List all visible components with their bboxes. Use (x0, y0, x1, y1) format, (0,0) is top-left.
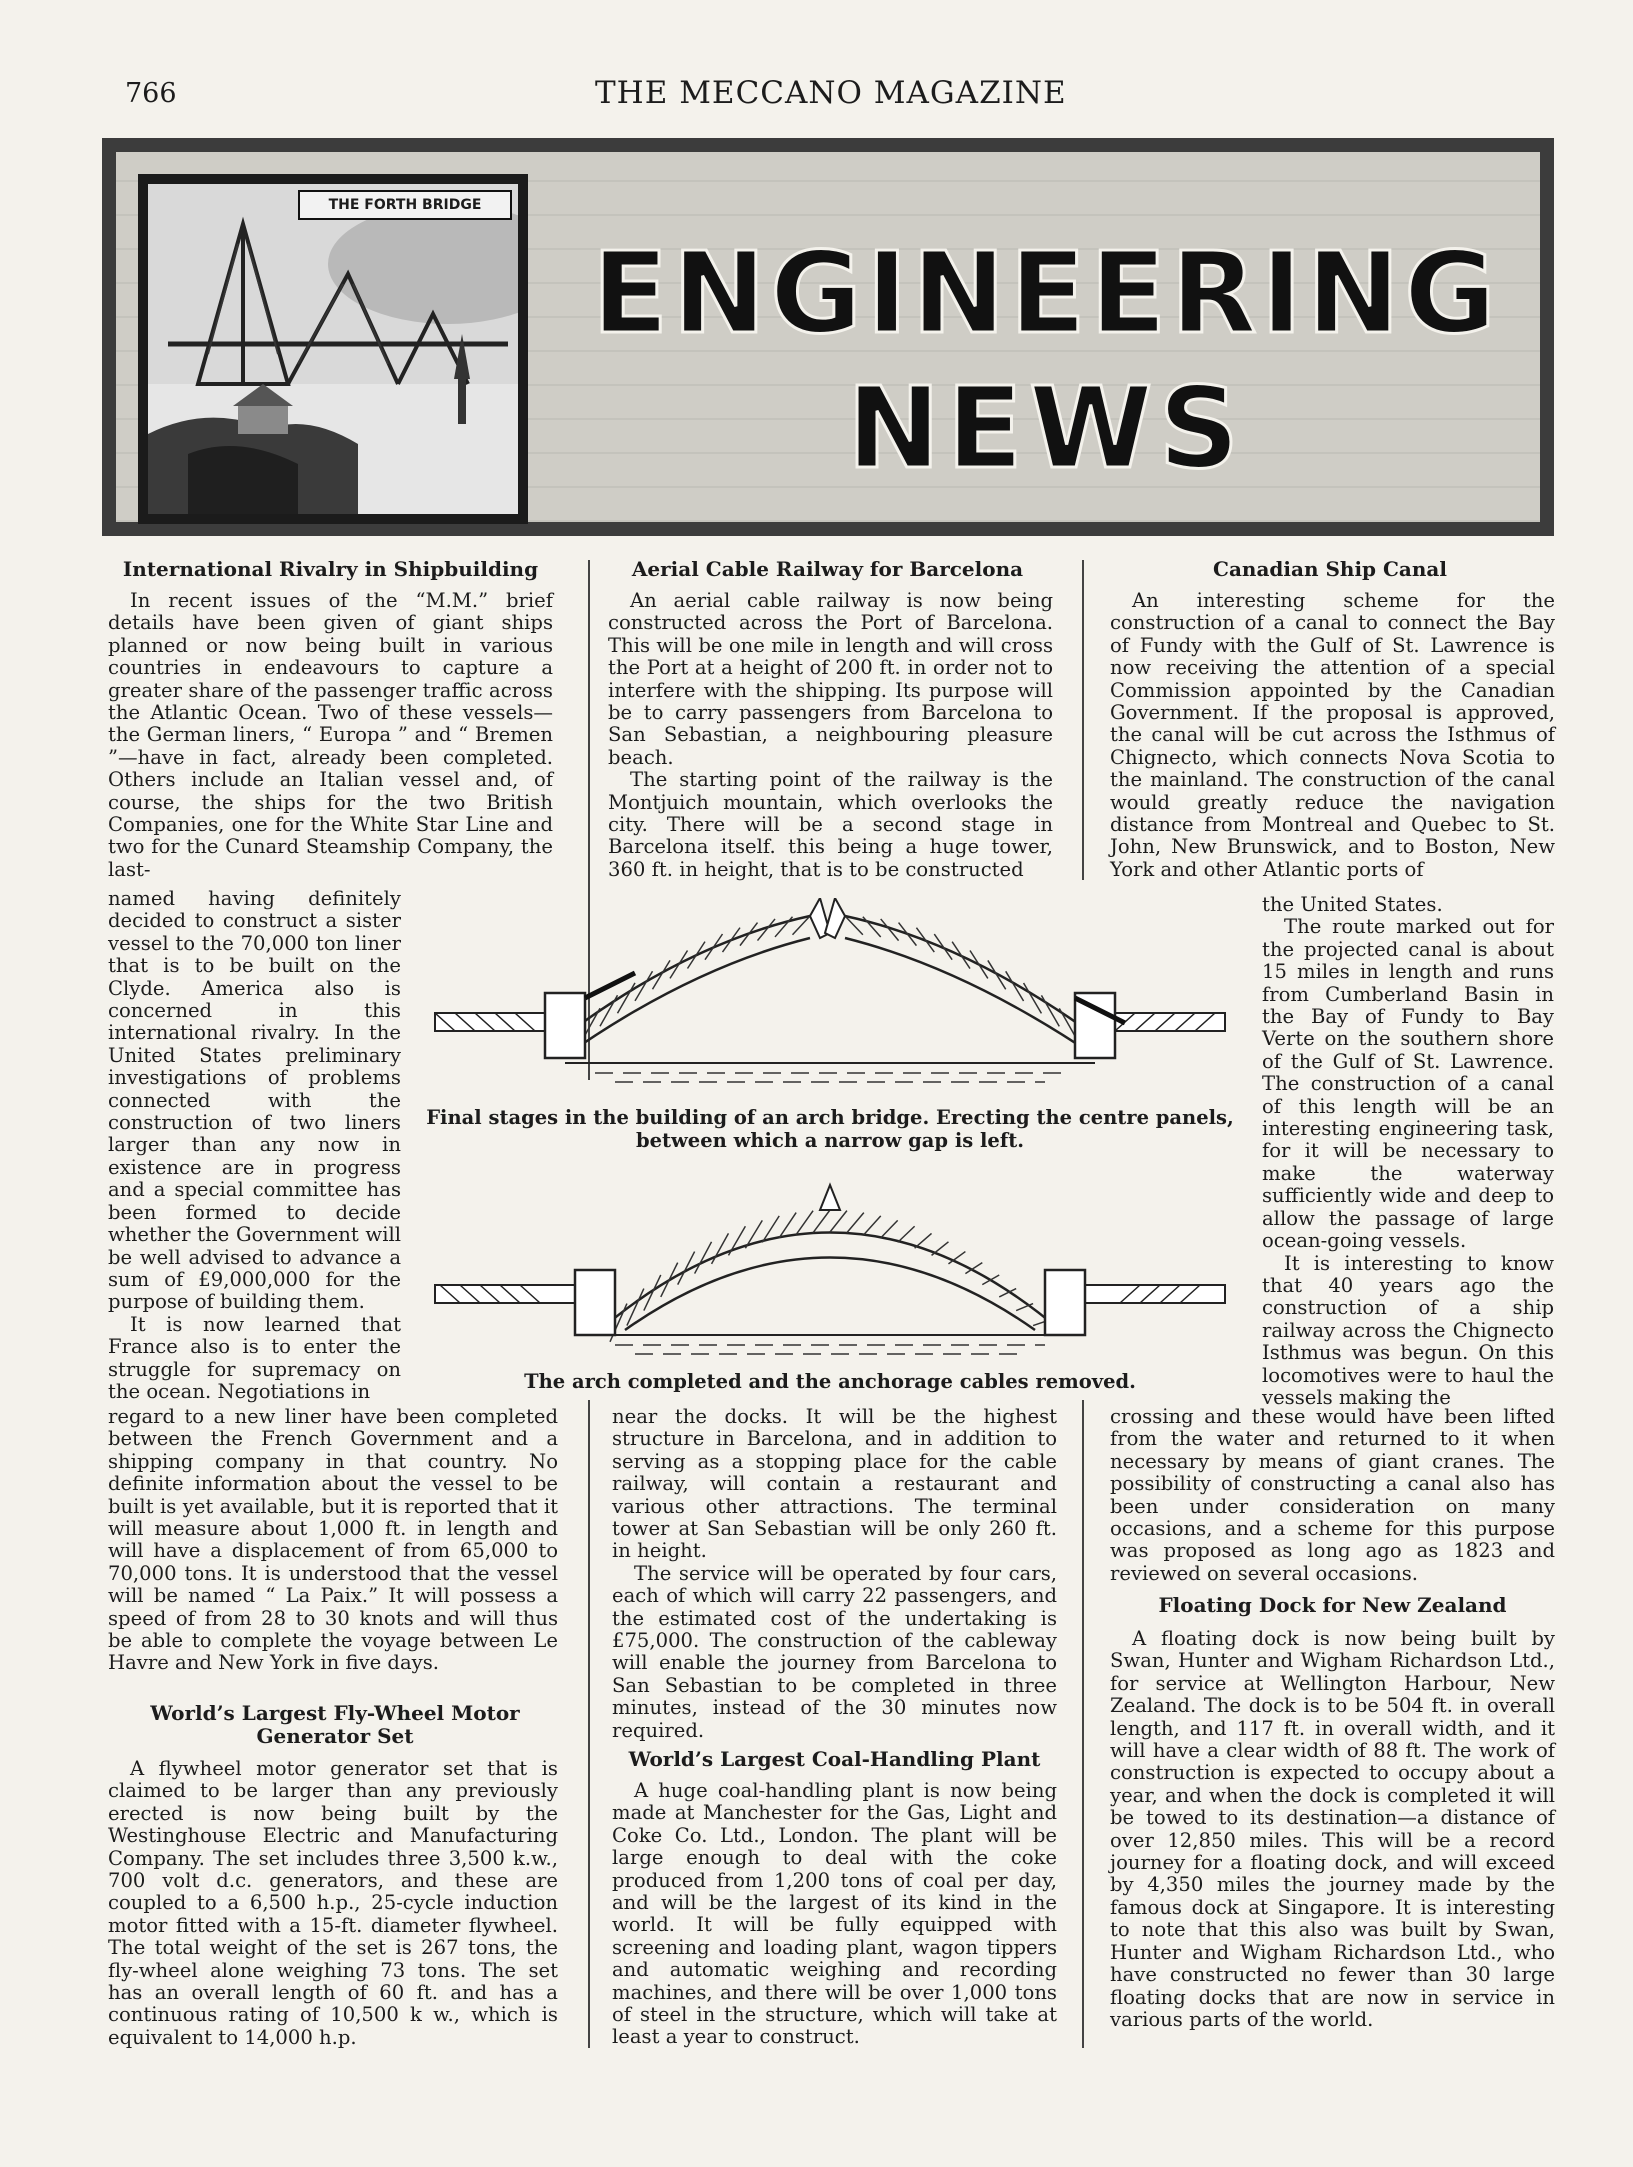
paragraph: near the docks. It will be the highest structure in Barcelona, and in addition to serving as a stopping place for the cable railway, will contain a restaurant and various other attractions. The terminal tower at San Sebastian will be only 260 ft. in height. (612, 1405, 1057, 1563)
figure-caption-1: Final stages in the building of an arch bridge. Erecting the centre panels, between which a narrow gap is left. (426, 1106, 1234, 1152)
page-number: 766 (125, 78, 177, 109)
paragraph: named having definitely decided to construct a sister vessel to the 70,000 ton liner that is to be built on the Clyde. America also is concerned in this international rivalry. In the United States preliminary investigations of problems connected with the construction of two liners larger than any now in existence are in progress and a special committee has been formed to decide whether the Government will be well advised to advance a sum of £9,000,000 for the purpose of building them. (108, 887, 401, 1314)
column-rule (588, 1400, 590, 2048)
article-flywheel (108, 1758, 558, 2049)
column-rule (1082, 1400, 1084, 2048)
heading-cable-railway: Aerial Cable Railway for Barcelona (631, 557, 1024, 581)
article-cable-railway-cont (612, 1406, 1057, 1742)
article-floating-dock (1110, 1628, 1555, 2031)
paragraph: The route marked out for the projected canal is about 15 miles in length and runs from Cumberland Basin in the Bay of Fundy to Bay Verte on the southern shore of the Gulf of St. Lawrence. The construction of a canal of this length will be an interesting engineering task, for it will be necessary to make the waterway sufficiently wide and deep to allow the passage of large ocean-going vessels. (1262, 915, 1554, 1253)
article-coal-plant (612, 1780, 1057, 2049)
article-shipbuilding-end (108, 1406, 558, 1675)
paragraph: A floating dock is now being built by Swan, Hunter and Wigham Richardson Ltd., for service at Wellington Harbour, New Zealand. The dock is to be 504 ft. in overall length, and 117 ft. in overall width, and it will have a clear width of 88 ft. The work of construction is expected to occupy about a year, and when the dock is completed it will be towed to its destination—a distance of over 12,850 miles. This will be a record journey for a floating dock, and will exceed by 4,350 miles the journey made by the famous dock at Singapore. It is interesting to note that this also was built by Swan, Hunter and Wigham Richardson Ltd., who have constructed no fewer than 30 large floating docks that are now in service in various parts of the world. (1110, 1627, 1555, 2031)
forth-bridge-plate (138, 174, 528, 524)
paragraph: The starting point of the railway is the Montjuich mountain, which overlooks the city. There will be a second stage in Barcelona itself. this being a huge tower, 360 ft. in height, that is to be constructed (608, 768, 1053, 881)
heading-shipbuilding: International Rivalry in Shipbuilding (122, 557, 539, 581)
arch-bridge-figure-1 (425, 898, 1235, 1088)
article-shipbuilding-cont (108, 888, 401, 1403)
banner-title-line1: ENGINEERING (591, 229, 1501, 359)
paragraph: An interesting scheme for the construction of a canal to connect the Bay of Fundy with the Gulf of St. Lawrence is now receiving the attention of a special Commission appointed by the Canadian Government. If the proposal is approved, the canal will be cut across the Isthmus of Chignecto, which connects Nova Scotia to the mainland. The construction of the canal would greatly reduce the navigation distance from Montreal and Quebec to St. John, New Brunswick, and to Boston, New York and other Atlantic ports of (1110, 589, 1555, 881)
banner (102, 138, 1554, 536)
arch-bridge-figure-2 (425, 1165, 1235, 1360)
paragraph: A huge coal-handling plant is now being made at Manchester for the Gas, Light and Coke Co. Ltd., London. The plant will be large enough to deal with the coke produced from 1,200 tons of coal per day, and will be the largest of its kind in the world. It will be fully equipped with screening and loading plant, wagon tippers and automatic weighing and recording machines, and there will be over 1,000 tons of steel in the structure, which will take at least a year to construct. (612, 1779, 1057, 2049)
banner-panel (116, 152, 1540, 522)
heading-flywheel: World’s Largest Fly-Wheel Motor Generator Set (150, 1701, 520, 1748)
figure-caption-2: The arch completed and the anchorage cables removed. (524, 1370, 1136, 1393)
column-rule (1082, 560, 1084, 880)
paragraph: crossing and these would have been lifted from the water and returned to it when necessary by means of giant cranes. The possibility of constructing a canal also has been under consideration on many occasions, and a scheme for this purpose was proposed as long ago as 1823 and reviewed on several occasions. (1110, 1405, 1555, 1585)
banner-title-line2: NEWS (846, 364, 1246, 494)
heading-floating-dock: Floating Dock for New Zealand (1158, 1593, 1507, 1617)
article-ship-canal-end (1110, 1406, 1555, 1585)
paragraph: It is interesting to know that 40 years ago the construction of a ship railway across the Chignecto Isthmus was begun. On this locomotives were to haul the vessels making the (1262, 1251, 1554, 1409)
paragraph: A flywheel motor generator set that is claimed to be larger than any previously erected is now being built by the Westinghouse Electric and Manufacturing Company. The set includes three 3,500 k.w., 700 volt d.c. generators, and these are coupled to a 6,500 h.p., 25-cycle induction motor fitted with a 15-ft. diameter flywheel. The total weight of the set is 267 tons, the fly-wheel alone weighing 73 tons. The set has an overall length of 60 ft. and has a continuous rating of 10,500 k w., which is equivalent to 14,000 h.p. (108, 1757, 558, 2049)
plate-caption: THE FORTH BRIDGE (298, 190, 512, 220)
paragraph: regard to a new liner have been completed between the French Government and a shipping company in that country. No definite information about the vessel to be built is yet available, but it is reported that it will measure about 1,000 ft. in length and will have a displacement of from 65,000 to 70,000 tons. It is understood that the vessel will be named “ La Paix.” It will possess a speed of from 28 to 30 knots and will thus be able to complete the voyage between Le Havre and New York in five days. (108, 1405, 558, 1675)
paragraph: It is now learned that France also is to enter the struggle for supremacy on the ocean. Negotiations in (108, 1312, 401, 1403)
paragraph: The service will be operated by four cars, each of which will carry 22 passengers, and the estimated cost of the undertaking is £75,000. The construction of the cableway will enable the journey from Barcelona to San Sebastian to be completed in three minutes, instead of the 30 minutes now required. (612, 1561, 1057, 1742)
article-ship-canal (1110, 590, 1555, 881)
heading-coal-plant: World’s Largest Coal-Handling Plant (628, 1747, 1041, 1771)
forth-bridge-illustration (148, 184, 518, 514)
paragraph: In recent issues of the “M.M.” brief details have been given of giant ships planned or now being built in various countries in endeavours to capture a greater share of the passenger traffic across the Atlantic Ocean. Two of these vessels—the German liners, “ Europa ” and “ Bremen ”—have in fact, already been completed. Others include an Italian vessel and, of course, the ships for the two British Companies, one for the White Star Line and two for the Cunard Steamship Company, the last- (108, 589, 553, 881)
banner-title (576, 212, 1556, 532)
paragraph: An aerial cable railway is now being constructed across the Port of Barcelona. This will be one mile in length and will cross the Port at a height of 200 ft. in order not to interfere with the shipping. Its purpose will be to carry passengers from Barcelona to San Sebastian, a neighbouring pleasure beach. (608, 589, 1053, 769)
article-shipbuilding (108, 590, 553, 881)
heading-ship-canal: Canadian Ship Canal (1213, 557, 1447, 581)
article-cable-railway (608, 590, 1053, 881)
masthead: THE MECCANO MAGAZINE (595, 75, 1067, 111)
article-ship-canal-cont (1262, 894, 1554, 1409)
paragraph: the United States. (1262, 893, 1443, 916)
